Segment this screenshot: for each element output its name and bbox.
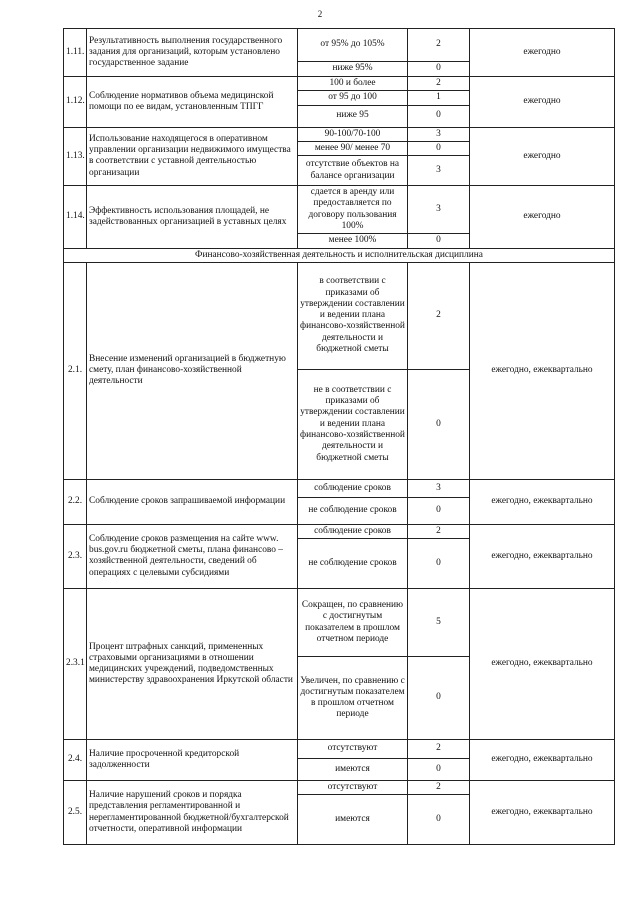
score-cell: 0 xyxy=(408,105,470,127)
table-row xyxy=(64,262,615,369)
criterion-cell: отсутствуют xyxy=(298,740,408,759)
criterion-cell: Сокращен, по сравнению с достигнутым показателем в прошлом отчетном периоде xyxy=(298,589,408,657)
item-number: 2.4. xyxy=(64,740,87,781)
item-number: 1.13. xyxy=(64,127,87,186)
period-cell: ежегодно xyxy=(470,77,615,128)
criterion-cell: в соответствии с приказами об утверждении составлении и ведении плана финансово-хозяйственной деятельности и бюджетной сметы xyxy=(298,262,408,369)
score-cell: 2 xyxy=(408,29,470,62)
indicator-name: Соблюдение сроков размещения на сайте www. bus.gov.ru бюджетной сметы, плана финансово – хозяйственной деятельности, сведений об операциях с целевыми субсидиями xyxy=(87,524,298,588)
period-cell: ежегодно, ежеквартально xyxy=(470,589,615,740)
section-row xyxy=(64,248,615,262)
score-cell: 2 xyxy=(408,262,470,369)
table-row xyxy=(64,127,615,141)
score-cell: 3 xyxy=(408,186,470,234)
criterion-cell: не соблюдение сроков xyxy=(298,497,408,524)
criterion-cell: имеются xyxy=(298,795,408,845)
period-cell: ежегодно, ежеквартально xyxy=(470,479,615,524)
table-row xyxy=(64,186,615,234)
item-number: 1.12. xyxy=(64,77,87,128)
criterion-cell: сдается в аренду или предоставляется по договору пользования 100% xyxy=(298,186,408,234)
score-cell: 3 xyxy=(408,127,470,141)
criterion-cell: имеются xyxy=(298,759,408,781)
table-row xyxy=(64,589,615,657)
criterion-cell: соблюдение сроков xyxy=(298,479,408,497)
item-number: 1.14. xyxy=(64,186,87,248)
criterion-cell: ниже 95 xyxy=(298,105,408,127)
indicator-name: Наличие просроченной кредиторской задолженности xyxy=(87,740,298,781)
table-body-bottom xyxy=(64,262,615,845)
table-row xyxy=(64,524,615,538)
indicator-name: Внесение изменений организацией в бюджетную смету, план финансово-хозяйственной деятельности xyxy=(87,262,298,479)
period-cell: ежегодно xyxy=(470,29,615,77)
indicator-name: Результативность выполнения государственного задания для организаций, которым установлено государственное задание xyxy=(87,29,298,77)
score-cell: 0 xyxy=(408,657,470,740)
score-cell: 2 xyxy=(408,781,470,795)
criterion-cell: менее 100% xyxy=(298,234,408,248)
criterion-cell: от 95% до 105% xyxy=(298,29,408,62)
item-number: 1.11. xyxy=(64,29,87,77)
criteria-table xyxy=(63,28,615,845)
period-cell: ежегодно xyxy=(470,127,615,186)
criterion-cell: отсутствуют xyxy=(298,781,408,795)
period-cell: ежегодно xyxy=(470,186,615,248)
criterion-cell: от 95 до 100 xyxy=(298,91,408,105)
criterion-cell: Увеличен, по сравнению с достигнутым показателем в прошлом отчетном периоде xyxy=(298,657,408,740)
page-number: 2 xyxy=(317,9,323,19)
score-cell: 0 xyxy=(408,539,470,589)
indicator-name: Процент штрафных санкций, примененных страховыми организациями в отношении медицинских учреждений, подведомственных министерству здравоохранения Иркутской области xyxy=(87,589,298,740)
period-cell: ежегодно, ежеквартально xyxy=(470,524,615,588)
item-number: 2.3. xyxy=(64,524,87,588)
score-cell: 3 xyxy=(408,479,470,497)
indicator-name: Соблюдение нормативов объема медицинской помощи по ее видам, установленным ТПГГ xyxy=(87,77,298,128)
score-cell: 0 xyxy=(408,141,470,155)
indicator-name: Соблюдение сроков запрашиваемой информации xyxy=(87,479,298,524)
table-row xyxy=(64,740,615,759)
period-cell: ежегодно, ежеквартально xyxy=(470,740,615,781)
indicator-name: Наличие нарушений сроков и порядка представления регламентированной и нерегламентированной бюджетной/бухгалтерской отчетности, оперативной информации xyxy=(87,781,298,845)
table-row xyxy=(64,29,615,62)
indicator-name: Эффективность использования площадей, не задействованных организацией в уставных целях xyxy=(87,186,298,248)
indicator-name: Использование находящегося в оперативном управлении организации недвижимого имущества в соответствии с уставной деятельностью организации xyxy=(87,127,298,186)
score-cell: 0 xyxy=(408,497,470,524)
item-number: 2.1. xyxy=(64,262,87,479)
period-cell: ежегодно, ежеквартально xyxy=(470,262,615,479)
score-cell: 2 xyxy=(408,77,470,91)
criterion-cell: ниже 95% xyxy=(298,62,408,77)
criterion-cell: 90-100/70-100 xyxy=(298,127,408,141)
score-cell: 5 xyxy=(408,589,470,657)
period-cell: ежегодно, ежеквартально xyxy=(470,781,615,845)
table-section xyxy=(64,248,615,262)
score-cell: 0 xyxy=(408,369,470,479)
item-number: 2.2. xyxy=(64,479,87,524)
score-cell: 0 xyxy=(408,795,470,845)
criterion-cell: отсутствие объектов на балансе организации xyxy=(298,156,408,186)
score-cell: 0 xyxy=(408,759,470,781)
score-cell: 0 xyxy=(408,234,470,248)
score-cell: 1 xyxy=(408,91,470,105)
item-number: 2.5. xyxy=(64,781,87,845)
section-title: Финансово-хозяйственная деятельность и исполнительская дисциплина xyxy=(64,248,615,262)
score-cell: 0 xyxy=(408,62,470,77)
score-cell: 2 xyxy=(408,524,470,538)
score-cell: 2 xyxy=(408,740,470,759)
table-row xyxy=(64,479,615,497)
table-row xyxy=(64,77,615,91)
criterion-cell: менее 90/ менее 70 xyxy=(298,141,408,155)
criterion-cell: 100 и более xyxy=(298,77,408,91)
table-body-top xyxy=(64,29,615,249)
criterion-cell: не в соответствии с приказами об утверждении составлении и ведении плана финансово-хозяйственной деятельности и бюджетной сметы xyxy=(298,369,408,479)
table-row xyxy=(64,781,615,795)
criterion-cell: соблюдение сроков xyxy=(298,524,408,538)
criterion-cell: не соблюдение сроков xyxy=(298,539,408,589)
item-number: 2.3.1 xyxy=(64,589,87,740)
score-cell: 3 xyxy=(408,156,470,186)
